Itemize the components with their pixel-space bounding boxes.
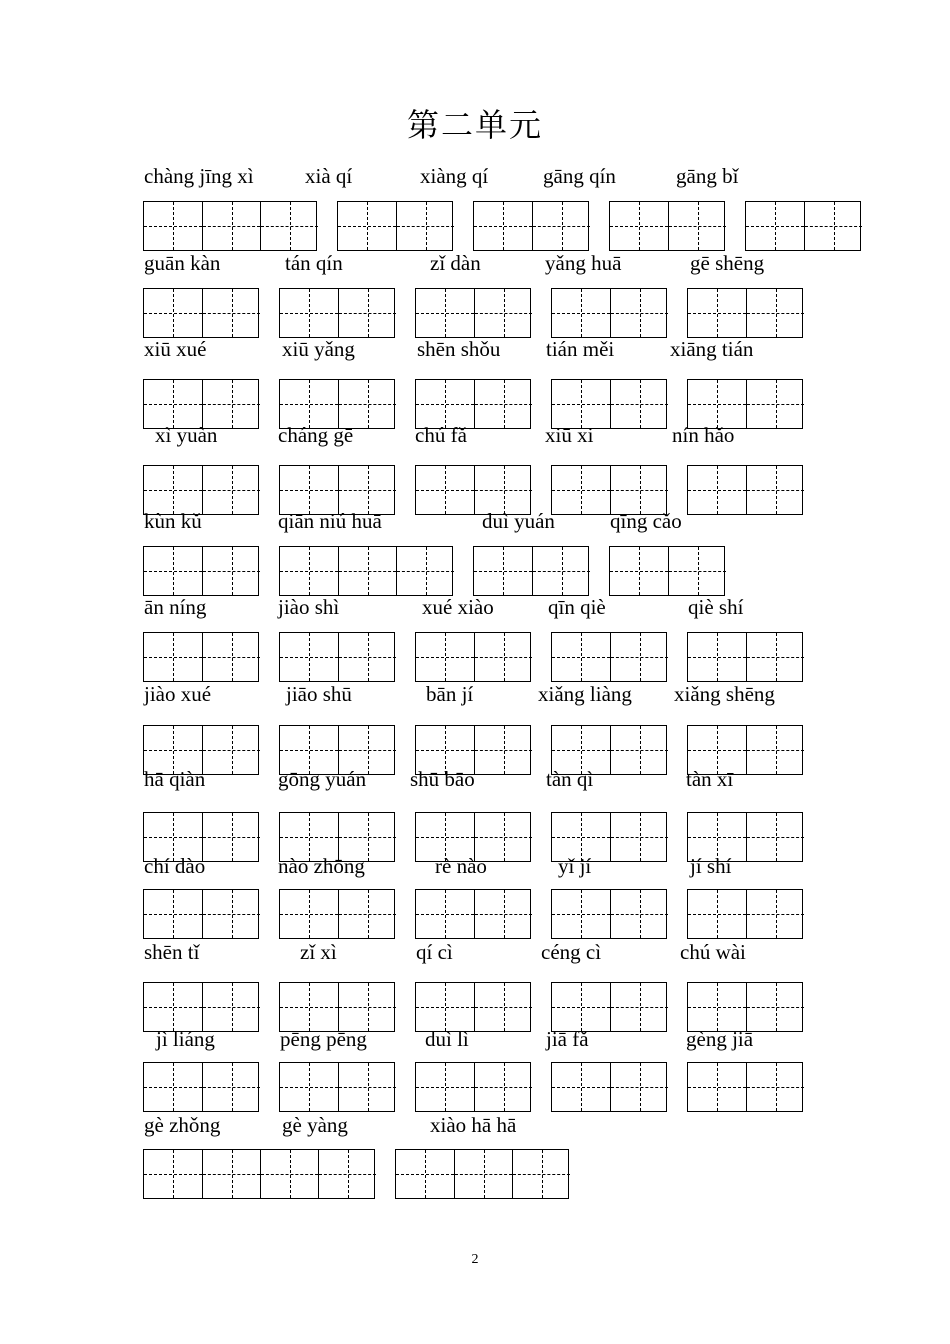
character-cell[interactable] <box>610 547 668 595</box>
pinyin-label: gè zhǒng <box>144 1113 221 1137</box>
character-cell[interactable] <box>610 466 668 514</box>
pinyin-label: jí shí <box>690 854 732 878</box>
writing-grid[interactable] <box>279 379 395 429</box>
pinyin-label: gōng yuán <box>278 767 367 791</box>
character-cell[interactable] <box>746 466 804 514</box>
writing-grid[interactable] <box>143 1149 375 1199</box>
pinyin-label: shēn shǒu <box>417 337 501 361</box>
pinyin-label: gè yàng <box>282 1113 348 1137</box>
pinyin-label: jiào shì <box>278 595 340 619</box>
pinyin-label: bān jí <box>426 682 474 706</box>
pinyin-label: qīng cǎo <box>610 509 682 533</box>
pinyin-label: duì yuán <box>482 509 555 533</box>
character-cell[interactable] <box>474 466 532 514</box>
character-cell[interactable] <box>144 983 202 1031</box>
page-title: 第二单元 <box>406 106 543 144</box>
character-cell[interactable] <box>280 983 338 1031</box>
pinyin-label: tián měi <box>546 337 615 361</box>
pinyin-label: xiàng qí <box>420 164 489 188</box>
character-cell[interactable] <box>532 202 590 250</box>
pinyin-label: duì lì <box>425 1027 469 1051</box>
character-cell[interactable] <box>746 289 804 337</box>
character-cell[interactable] <box>746 380 804 428</box>
character-cell[interactable] <box>338 547 396 595</box>
writing-grid[interactable] <box>551 1062 667 1112</box>
character-cell[interactable] <box>280 547 338 595</box>
character-cell[interactable] <box>144 289 202 337</box>
writing-grid[interactable] <box>143 201 317 251</box>
character-cell[interactable] <box>338 289 396 337</box>
character-cell[interactable] <box>552 380 610 428</box>
writing-grid[interactable] <box>143 1062 259 1112</box>
character-cell[interactable] <box>610 726 668 774</box>
character-cell[interactable] <box>474 983 532 1031</box>
character-cell[interactable] <box>610 983 668 1031</box>
writing-grid[interactable] <box>143 632 259 682</box>
character-cell[interactable] <box>416 983 474 1031</box>
writing-grid[interactable] <box>687 379 803 429</box>
writing-grid[interactable] <box>143 982 259 1032</box>
character-cell[interactable] <box>144 547 202 595</box>
writing-grid[interactable] <box>415 379 531 429</box>
character-cell[interactable] <box>280 466 338 514</box>
pinyin-label: xiū yǎng <box>282 337 355 361</box>
character-cell[interactable] <box>396 1150 454 1198</box>
character-cell[interactable] <box>202 466 260 514</box>
writing-grid[interactable] <box>551 632 667 682</box>
character-cell[interactable] <box>280 289 338 337</box>
character-cell[interactable] <box>416 890 474 938</box>
character-cell[interactable] <box>338 1063 396 1111</box>
character-cell[interactable] <box>416 380 474 428</box>
writing-grid[interactable] <box>415 632 531 682</box>
character-cell[interactable] <box>746 726 804 774</box>
character-cell[interactable] <box>202 1150 260 1198</box>
character-cell[interactable] <box>338 890 396 938</box>
character-cell[interactable] <box>474 380 532 428</box>
writing-grid[interactable] <box>143 288 259 338</box>
writing-grid[interactable] <box>687 889 803 939</box>
pinyin-label: kùn kǔ <box>144 509 202 533</box>
pinyin-label: tàn qì <box>546 767 594 791</box>
pinyin-label: céng cì <box>541 940 602 964</box>
writing-grid[interactable] <box>551 379 667 429</box>
character-cell[interactable] <box>512 1150 570 1198</box>
character-cell[interactable] <box>610 813 668 861</box>
character-cell[interactable] <box>338 466 396 514</box>
pinyin-label: ān níng <box>144 595 207 619</box>
pinyin-label: jì liáng <box>156 1027 215 1051</box>
character-cell[interactable] <box>144 1063 202 1111</box>
character-cell[interactable] <box>416 633 474 681</box>
pinyin-label: nào zhōng <box>278 854 365 878</box>
pinyin-label: xiǎng liàng <box>538 682 632 706</box>
pinyin-label: tán qín <box>285 251 343 275</box>
pinyin-label: jiào xué <box>144 682 212 706</box>
writing-grid[interactable] <box>473 546 589 596</box>
character-cell[interactable] <box>552 983 610 1031</box>
character-cell[interactable] <box>804 202 862 250</box>
character-cell[interactable] <box>552 289 610 337</box>
character-cell[interactable] <box>610 1063 668 1111</box>
character-cell[interactable] <box>202 983 260 1031</box>
pinyin-label: chí dào <box>144 854 206 878</box>
character-cell[interactable] <box>688 1063 746 1111</box>
character-cell[interactable] <box>746 1063 804 1111</box>
character-cell[interactable] <box>202 289 260 337</box>
pinyin-label: zǐ xì <box>300 940 337 964</box>
pinyin-label: qiè shí <box>688 595 744 619</box>
character-cell[interactable] <box>474 1063 532 1111</box>
writing-grid[interactable] <box>687 465 803 515</box>
character-cell[interactable] <box>202 813 260 861</box>
writing-grid[interactable] <box>415 982 531 1032</box>
pinyin-label: rè nào <box>435 854 487 878</box>
pinyin-label: pēng pēng <box>280 1027 367 1051</box>
character-cell[interactable] <box>144 380 202 428</box>
character-cell[interactable] <box>688 633 746 681</box>
pinyin-label: xiāng tián <box>670 337 754 361</box>
character-cell[interactable] <box>202 890 260 938</box>
character-cell[interactable] <box>202 380 260 428</box>
character-cell[interactable] <box>474 726 532 774</box>
writing-grid[interactable] <box>551 982 667 1032</box>
character-cell[interactable] <box>144 1150 202 1198</box>
character-cell[interactable] <box>338 380 396 428</box>
character-cell[interactable] <box>610 202 668 250</box>
writing-grid[interactable] <box>745 201 861 251</box>
character-cell[interactable] <box>202 726 260 774</box>
pinyin-label: xiū xi <box>545 423 594 447</box>
pinyin-label: chú fǎ <box>415 423 467 447</box>
writing-grid[interactable] <box>415 465 531 515</box>
character-cell[interactable] <box>610 890 668 938</box>
character-cell[interactable] <box>338 983 396 1031</box>
writing-grid[interactable] <box>279 889 395 939</box>
pinyin-label: gē shēng <box>690 251 765 275</box>
character-cell[interactable] <box>688 983 746 1031</box>
writing-grid[interactable] <box>687 1062 803 1112</box>
pinyin-label: chú wài <box>680 940 746 964</box>
pinyin-label: shū bāo <box>410 767 475 791</box>
pinyin-label: yǎng huā <box>545 251 622 275</box>
character-cell[interactable] <box>746 202 804 250</box>
pinyin-label: xì yuàn <box>155 423 218 447</box>
character-cell[interactable] <box>416 1063 474 1111</box>
writing-grid[interactable] <box>143 379 259 429</box>
pinyin-label: qí cì <box>416 940 453 964</box>
character-cell[interactable] <box>688 380 746 428</box>
character-cell[interactable] <box>474 633 532 681</box>
writing-grid[interactable] <box>609 201 725 251</box>
character-cell[interactable] <box>454 1150 512 1198</box>
pinyin-label: yǐ jí <box>558 854 592 878</box>
writing-grid[interactable] <box>143 546 259 596</box>
writing-grid[interactable] <box>279 288 395 338</box>
writing-grid[interactable] <box>279 632 395 682</box>
writing-grid[interactable] <box>415 288 531 338</box>
character-cell[interactable] <box>552 890 610 938</box>
character-cell[interactable] <box>552 466 610 514</box>
character-cell[interactable] <box>144 466 202 514</box>
pinyin-label: qiān niú huā <box>278 509 382 533</box>
writing-grid[interactable] <box>395 1149 569 1199</box>
character-cell[interactable] <box>688 890 746 938</box>
character-cell[interactable] <box>144 202 202 250</box>
character-cell[interactable] <box>280 1063 338 1111</box>
character-cell[interactable] <box>396 202 454 250</box>
pinyin-label: xiào hā hā <box>430 1113 517 1137</box>
writing-grid[interactable] <box>279 465 395 515</box>
writing-grid[interactable] <box>143 465 259 515</box>
page-number: 2 <box>471 1252 479 1267</box>
character-cell[interactable] <box>532 547 590 595</box>
character-cell[interactable] <box>280 380 338 428</box>
writing-grid[interactable] <box>551 288 667 338</box>
character-cell[interactable] <box>474 547 532 595</box>
writing-grid[interactable] <box>143 889 259 939</box>
character-cell[interactable] <box>610 380 668 428</box>
character-cell[interactable] <box>474 890 532 938</box>
writing-grid[interactable] <box>687 982 803 1032</box>
pinyin-label: gāng bǐ <box>676 164 739 188</box>
writing-grid[interactable] <box>473 201 589 251</box>
writing-grid[interactable] <box>551 465 667 515</box>
pinyin-label: hā qiàn <box>144 767 206 791</box>
pinyin-label: qīn qiè <box>548 595 606 619</box>
character-cell[interactable] <box>416 289 474 337</box>
character-cell[interactable] <box>144 890 202 938</box>
pinyin-label: nín hǎo <box>672 423 735 447</box>
character-cell[interactable] <box>318 1150 376 1198</box>
pinyin-label: xué xiào <box>422 595 494 619</box>
writing-grid[interactable] <box>279 1062 395 1112</box>
character-cell[interactable] <box>202 1063 260 1111</box>
writing-grid[interactable] <box>415 889 531 939</box>
writing-grid[interactable] <box>687 632 803 682</box>
character-cell[interactable] <box>202 633 260 681</box>
writing-grid[interactable] <box>279 546 453 596</box>
character-cell[interactable] <box>746 890 804 938</box>
writing-grid[interactable] <box>609 546 725 596</box>
pinyin-label: tàn xī <box>686 767 734 791</box>
character-cell[interactable] <box>746 633 804 681</box>
writing-grid[interactable] <box>687 288 803 338</box>
pinyin-label: gèng jiā <box>686 1027 754 1051</box>
character-cell[interactable] <box>746 983 804 1031</box>
writing-grid[interactable] <box>337 201 453 251</box>
character-cell[interactable] <box>280 890 338 938</box>
pinyin-label: shēn tǐ <box>144 940 200 964</box>
character-cell[interactable] <box>396 547 454 595</box>
pinyin-label: xiū xué <box>144 337 207 361</box>
pinyin-label: jiā fǎ <box>546 1027 589 1051</box>
character-cell[interactable] <box>260 202 318 250</box>
pinyin-label: xià qí <box>305 164 353 188</box>
character-cell[interactable] <box>202 547 260 595</box>
character-cell[interactable] <box>280 633 338 681</box>
pinyin-label: gāng qín <box>543 164 616 188</box>
pinyin-label: cháng gē <box>278 423 354 447</box>
writing-grid[interactable] <box>279 982 395 1032</box>
pinyin-label: jiāo shū <box>286 682 352 706</box>
character-cell[interactable] <box>202 202 260 250</box>
character-cell[interactable] <box>610 289 668 337</box>
writing-grid[interactable] <box>415 1062 531 1112</box>
pinyin-label: zǐ dàn <box>430 251 481 275</box>
character-cell[interactable] <box>338 633 396 681</box>
character-cell[interactable] <box>688 289 746 337</box>
pinyin-label: chàng jīng xì <box>144 164 254 188</box>
character-cell[interactable] <box>144 633 202 681</box>
character-cell[interactable] <box>552 1063 610 1111</box>
character-cell[interactable] <box>416 466 474 514</box>
character-cell[interactable] <box>668 547 726 595</box>
character-cell[interactable] <box>610 633 668 681</box>
character-cell[interactable] <box>746 813 804 861</box>
character-cell[interactable] <box>338 202 396 250</box>
pinyin-label: xiǎng shēng <box>674 682 775 706</box>
character-cell[interactable] <box>474 289 532 337</box>
character-cell[interactable] <box>474 202 532 250</box>
pinyin-label: guān kàn <box>144 251 221 275</box>
writing-grid[interactable] <box>551 889 667 939</box>
character-cell[interactable] <box>260 1150 318 1198</box>
character-cell[interactable] <box>552 633 610 681</box>
character-cell[interactable] <box>688 466 746 514</box>
character-cell[interactable] <box>668 202 726 250</box>
